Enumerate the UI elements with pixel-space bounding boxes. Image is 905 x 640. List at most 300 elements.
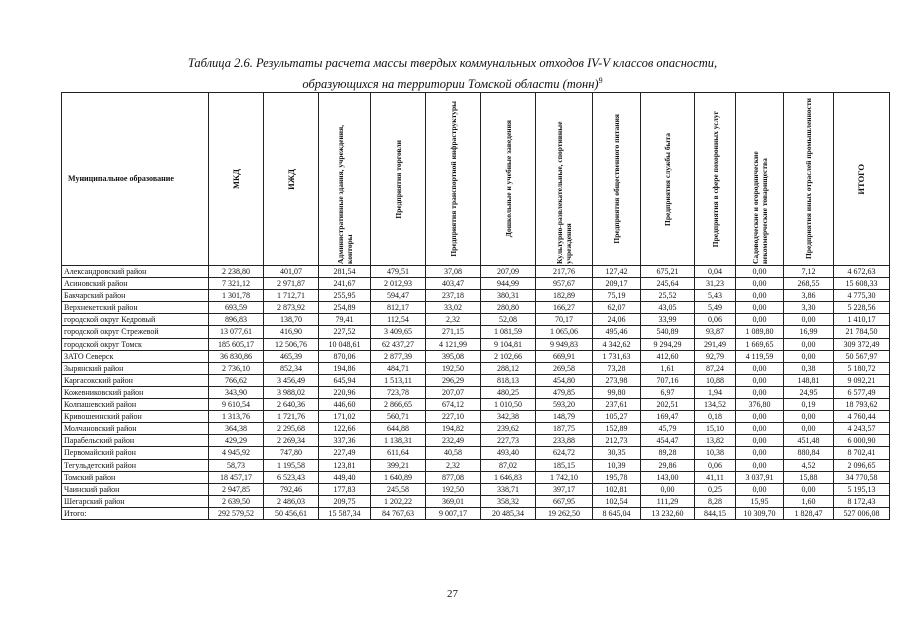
table-cell: 194,86 bbox=[319, 362, 371, 374]
table-cell: 495,46 bbox=[593, 326, 641, 338]
table-cell: 792,46 bbox=[264, 483, 319, 495]
municipality-name: Верхнекетский район bbox=[62, 302, 209, 314]
table-cell: 376,80 bbox=[736, 399, 784, 411]
table-cell: 9 949,83 bbox=[536, 338, 593, 350]
table-cell: 1,94 bbox=[695, 386, 736, 398]
table-cell: 6,97 bbox=[641, 386, 695, 398]
table-row bbox=[62, 411, 890, 423]
header-municipality: Муниципальное образование bbox=[62, 93, 209, 266]
header-transport: Предприятия транспортной инфраструктуры bbox=[426, 93, 481, 266]
table-cell: 0,00 bbox=[736, 278, 784, 290]
table-cell: 37,08 bbox=[426, 266, 481, 278]
table-cell: 0,00 bbox=[784, 411, 834, 423]
table-cell: 3,86 bbox=[784, 290, 834, 302]
table-cell: 41,11 bbox=[695, 471, 736, 483]
table-cell: 19 262,50 bbox=[536, 507, 593, 519]
table-cell: 122,66 bbox=[319, 423, 371, 435]
table-cell: 2 096,65 bbox=[834, 459, 890, 471]
table-cell: 268,55 bbox=[784, 278, 834, 290]
table-cell: 9 092,21 bbox=[834, 374, 890, 386]
table-cell: 0,06 bbox=[695, 314, 736, 326]
table-row bbox=[62, 386, 890, 398]
header-row bbox=[62, 93, 890, 266]
table-cell: 2 971,87 bbox=[264, 278, 319, 290]
table-cell: 16,99 bbox=[784, 326, 834, 338]
table-cell: 412,60 bbox=[641, 350, 695, 362]
table-cell: 0,00 bbox=[784, 314, 834, 326]
table-cell: 207,07 bbox=[426, 386, 481, 398]
table-cell: 10,38 bbox=[695, 447, 736, 459]
table-cell: 944,99 bbox=[481, 278, 536, 290]
table-cell: 2 269,34 bbox=[264, 435, 319, 447]
table-cell: 43,05 bbox=[641, 302, 695, 314]
table-cell: 195,78 bbox=[593, 471, 641, 483]
table-cell: 0,19 bbox=[784, 399, 834, 411]
municipality-name: ЗАТО Северск bbox=[62, 350, 209, 362]
table-cell: 465,39 bbox=[264, 350, 319, 362]
table-row bbox=[62, 471, 890, 483]
table-cell: 403,47 bbox=[426, 278, 481, 290]
table-cell: 611,64 bbox=[371, 447, 426, 459]
table-cell: 13 077,61 bbox=[209, 326, 264, 338]
table-cell: 747,80 bbox=[264, 447, 319, 459]
table-cell: 1 640,89 bbox=[371, 471, 426, 483]
table-cell: 227,73 bbox=[481, 435, 536, 447]
table-row bbox=[62, 459, 890, 471]
total-row bbox=[62, 507, 890, 519]
table-cell: 5,43 bbox=[695, 290, 736, 302]
table-cell: 52,08 bbox=[481, 314, 536, 326]
table-cell: 9 104,81 bbox=[481, 338, 536, 350]
municipality-name: Асиновский район bbox=[62, 278, 209, 290]
table-cell: 127,42 bbox=[593, 266, 641, 278]
table-cell: 194,82 bbox=[426, 423, 481, 435]
table-cell: 13 232,60 bbox=[641, 507, 695, 519]
table-cell: 454,80 bbox=[536, 374, 593, 386]
table-cell: 1 731,63 bbox=[593, 350, 641, 362]
municipality-name: Чаинский район bbox=[62, 483, 209, 495]
table-cell: 2 736,10 bbox=[209, 362, 264, 374]
caption-line-2 bbox=[0, 72, 905, 93]
table-cell: 171,02 bbox=[319, 411, 371, 423]
municipality-name: Каргасокский район bbox=[62, 374, 209, 386]
table-row bbox=[62, 447, 890, 459]
table-cell: 271,15 bbox=[426, 326, 481, 338]
table-cell: 6 000,90 bbox=[834, 435, 890, 447]
table-cell: 395,08 bbox=[426, 350, 481, 362]
table-cell: 1 646,83 bbox=[481, 471, 536, 483]
table-cell: 87,24 bbox=[695, 362, 736, 374]
table-cell: 187,75 bbox=[536, 423, 593, 435]
table-cell: 877,08 bbox=[426, 471, 481, 483]
table-cell: 99,80 bbox=[593, 386, 641, 398]
header-mkd: МКД bbox=[209, 93, 264, 266]
municipality-name: Бакчарский район bbox=[62, 290, 209, 302]
table-cell: 2,32 bbox=[426, 314, 481, 326]
table-cell: 480,25 bbox=[481, 386, 536, 398]
table-cell: 2 877,39 bbox=[371, 350, 426, 362]
table-cell: 8 702,41 bbox=[834, 447, 890, 459]
table-cell: 4 121,99 bbox=[426, 338, 481, 350]
table-cell: 25,52 bbox=[641, 290, 695, 302]
table-cell: 102,54 bbox=[593, 495, 641, 507]
table-cell: 9 007,17 bbox=[426, 507, 481, 519]
municipality-name: Первомайский район bbox=[62, 447, 209, 459]
table-cell: 0,00 bbox=[736, 386, 784, 398]
waste-mass-table bbox=[61, 92, 890, 520]
table-cell: 1,61 bbox=[641, 362, 695, 374]
header-culture: Культурно-развлекательные, спортивные учреждения bbox=[536, 93, 593, 266]
table-cell: 844,15 bbox=[695, 507, 736, 519]
municipality-name: Зырянский район bbox=[62, 362, 209, 374]
table-cell: 7,12 bbox=[784, 266, 834, 278]
table-cell: 192,50 bbox=[426, 362, 481, 374]
table-cell: 209,75 bbox=[319, 495, 371, 507]
table-cell: 182,89 bbox=[536, 290, 593, 302]
table-cell: 669,91 bbox=[536, 350, 593, 362]
table-cell: 693,59 bbox=[209, 302, 264, 314]
table-cell: 20 485,34 bbox=[481, 507, 536, 519]
table-cell: 0,00 bbox=[641, 483, 695, 495]
header-admin: Административные здания, учреждения, конторы bbox=[319, 93, 371, 266]
table-cell: 3 409,65 bbox=[371, 326, 426, 338]
municipality-name: городской округ Томск bbox=[62, 338, 209, 350]
table-cell: 12 506,76 bbox=[264, 338, 319, 350]
table-cell: 3 037,91 bbox=[736, 471, 784, 483]
table-caption bbox=[0, 55, 905, 93]
municipality-name: Кривошеинский район bbox=[62, 411, 209, 423]
table-cell: 1 081,59 bbox=[481, 326, 536, 338]
table-cell: 13,82 bbox=[695, 435, 736, 447]
table-cell: 269,58 bbox=[536, 362, 593, 374]
table-cell: 87,02 bbox=[481, 459, 536, 471]
table-cell: 15,88 bbox=[784, 471, 834, 483]
table-cell: 233,88 bbox=[536, 435, 593, 447]
table-cell: 4 945,92 bbox=[209, 447, 264, 459]
table-cell: 0,00 bbox=[736, 302, 784, 314]
table-cell: 0,00 bbox=[736, 435, 784, 447]
table-cell: 446,60 bbox=[319, 399, 371, 411]
table-cell: 73,28 bbox=[593, 362, 641, 374]
table-cell: 454,47 bbox=[641, 435, 695, 447]
table-cell: 766,62 bbox=[209, 374, 264, 386]
table-cell: 3 988,02 bbox=[264, 386, 319, 398]
table-cell: 254,89 bbox=[319, 302, 371, 314]
table-cell: 227,49 bbox=[319, 447, 371, 459]
table-row bbox=[62, 290, 890, 302]
municipality-name: Колпашевский район bbox=[62, 399, 209, 411]
table-cell: 540,89 bbox=[641, 326, 695, 338]
table-cell: 645,94 bbox=[319, 374, 371, 386]
table-cell: 280,80 bbox=[481, 302, 536, 314]
table-cell: 123,81 bbox=[319, 459, 371, 471]
table-cell: 237,18 bbox=[426, 290, 481, 302]
table-cell: 143,00 bbox=[641, 471, 695, 483]
table-cell: 255,95 bbox=[319, 290, 371, 302]
table-cell: 148,79 bbox=[536, 411, 593, 423]
table-cell: 148,81 bbox=[784, 374, 834, 386]
table-cell: 8 645,04 bbox=[593, 507, 641, 519]
table-cell: 24,06 bbox=[593, 314, 641, 326]
table-row bbox=[62, 350, 890, 362]
table-cell: 202,51 bbox=[641, 399, 695, 411]
municipality-name: Молчановский район bbox=[62, 423, 209, 435]
table-cell: 21 784,50 bbox=[834, 326, 890, 338]
municipality-name: Томский район bbox=[62, 471, 209, 483]
table-cell: 2 102,66 bbox=[481, 350, 536, 362]
table-body bbox=[62, 266, 890, 520]
table-cell: 7 321,12 bbox=[209, 278, 264, 290]
table-cell: 674,12 bbox=[426, 399, 481, 411]
table-cell: 138,70 bbox=[264, 314, 319, 326]
table-cell: 15 587,34 bbox=[319, 507, 371, 519]
table-cell: 4 342,62 bbox=[593, 338, 641, 350]
table-row bbox=[62, 338, 890, 350]
table-row bbox=[62, 399, 890, 411]
table-cell: 380,31 bbox=[481, 290, 536, 302]
table-cell: 812,17 bbox=[371, 302, 426, 314]
table-cell: 309 372,49 bbox=[834, 338, 890, 350]
table-cell: 50 567,97 bbox=[834, 350, 890, 362]
table-cell: 292 579,52 bbox=[209, 507, 264, 519]
table-cell: 1 828,47 bbox=[784, 507, 834, 519]
table-cell: 5 180,72 bbox=[834, 362, 890, 374]
header-catering: Предприятия общественного питания bbox=[593, 93, 641, 266]
table-row bbox=[62, 302, 890, 314]
table-cell: 92,79 bbox=[695, 350, 736, 362]
municipality-name: Кожевниковский район bbox=[62, 386, 209, 398]
caption-line-2-text: образующихся на территории Томской области (тонн) bbox=[302, 77, 599, 92]
table-cell: 75,19 bbox=[593, 290, 641, 302]
table-cell: 15 608,33 bbox=[834, 278, 890, 290]
table-cell: 45,79 bbox=[641, 423, 695, 435]
table-cell: 0,25 bbox=[695, 483, 736, 495]
table-cell: 3 456,49 bbox=[264, 374, 319, 386]
table-row bbox=[62, 374, 890, 386]
table-cell: 237,61 bbox=[593, 399, 641, 411]
table-cell: 1,60 bbox=[784, 495, 834, 507]
municipality-name: Шегарский район bbox=[62, 495, 209, 507]
table-row bbox=[62, 314, 890, 326]
municipality-name: Александровский район bbox=[62, 266, 209, 278]
table-cell: 1 669,65 bbox=[736, 338, 784, 350]
table-cell: 185,15 bbox=[536, 459, 593, 471]
table-cell: 5,49 bbox=[695, 302, 736, 314]
table-cell: 342,38 bbox=[481, 411, 536, 423]
table-cell: 34 770,58 bbox=[834, 471, 890, 483]
table-cell: 594,47 bbox=[371, 290, 426, 302]
table-cell: 2 640,36 bbox=[264, 399, 319, 411]
table-cell: 1 089,80 bbox=[736, 326, 784, 338]
table-cell: 281,54 bbox=[319, 266, 371, 278]
table-cell: 207,09 bbox=[481, 266, 536, 278]
table-cell: 18 457,17 bbox=[209, 471, 264, 483]
table-cell: 245,64 bbox=[641, 278, 695, 290]
table-cell: 479,51 bbox=[371, 266, 426, 278]
table-cell: 0,00 bbox=[736, 459, 784, 471]
table-cell: 62,07 bbox=[593, 302, 641, 314]
table-cell: 3,30 bbox=[784, 302, 834, 314]
table-cell: 84 767,63 bbox=[371, 507, 426, 519]
table-cell: 1 712,71 bbox=[264, 290, 319, 302]
table-cell: 232,49 bbox=[426, 435, 481, 447]
table-cell: 818,13 bbox=[481, 374, 536, 386]
table-cell: 0,00 bbox=[736, 290, 784, 302]
table-cell: 723,78 bbox=[371, 386, 426, 398]
header-industry: Предприятия иных отраслей промышленности bbox=[784, 93, 834, 266]
table-cell: 870,06 bbox=[319, 350, 371, 362]
table-cell: 1 313,76 bbox=[209, 411, 264, 423]
table-cell: 0,00 bbox=[736, 374, 784, 386]
table-row bbox=[62, 326, 890, 338]
table-cell: 2 486,03 bbox=[264, 495, 319, 507]
table-cell: 5 195,13 bbox=[834, 483, 890, 495]
table-cell: 2 866,65 bbox=[371, 399, 426, 411]
header-services: Предприятия службы быта bbox=[641, 93, 695, 266]
header-gardening: Садоводческие и огороднические некоммерческие товарищества bbox=[736, 93, 784, 266]
table-cell: 31,23 bbox=[695, 278, 736, 290]
table-cell: 343,90 bbox=[209, 386, 264, 398]
table-cell: 296,29 bbox=[426, 374, 481, 386]
table-cell: 707,16 bbox=[641, 374, 695, 386]
table-cell: 10 048,61 bbox=[319, 338, 371, 350]
table-cell: 111,29 bbox=[641, 495, 695, 507]
table-cell: 1 301,78 bbox=[209, 290, 264, 302]
table-cell: 245,58 bbox=[371, 483, 426, 495]
table-row bbox=[62, 266, 890, 278]
table-cell: 10,88 bbox=[695, 374, 736, 386]
table-cell: 18 793,62 bbox=[834, 399, 890, 411]
header-funeral: Предприятия в сфере похоронных услуг bbox=[695, 93, 736, 266]
table-cell: 2 873,92 bbox=[264, 302, 319, 314]
table-cell: 30,35 bbox=[593, 447, 641, 459]
table-cell: 15,95 bbox=[736, 495, 784, 507]
table-cell: 957,67 bbox=[536, 278, 593, 290]
table-cell: 1 195,58 bbox=[264, 459, 319, 471]
municipality-name: Тегульдетский район bbox=[62, 459, 209, 471]
table-cell: 397,17 bbox=[536, 483, 593, 495]
table-cell: 4 243,57 bbox=[834, 423, 890, 435]
table-cell: 644,88 bbox=[371, 423, 426, 435]
table-cell: 667,95 bbox=[536, 495, 593, 507]
table-cell: 560,71 bbox=[371, 411, 426, 423]
table-cell: 212,73 bbox=[593, 435, 641, 447]
table-cell: 0,00 bbox=[784, 338, 834, 350]
table-cell: 58,73 bbox=[209, 459, 264, 471]
table-cell: 0,00 bbox=[736, 423, 784, 435]
table-cell: 29,86 bbox=[641, 459, 695, 471]
table-cell: 40,58 bbox=[426, 447, 481, 459]
table-row bbox=[62, 483, 890, 495]
header-education: Дошкольные и учебные заведения bbox=[481, 93, 536, 266]
table-cell: 239,62 bbox=[481, 423, 536, 435]
table-cell: 33,02 bbox=[426, 302, 481, 314]
table-cell: 24,95 bbox=[784, 386, 834, 398]
table-cell: 2,32 bbox=[426, 459, 481, 471]
table-cell: 0,04 bbox=[695, 266, 736, 278]
footnote-mark: 9 bbox=[598, 76, 603, 85]
table-cell: 9 294,29 bbox=[641, 338, 695, 350]
table-cell: 134,52 bbox=[695, 399, 736, 411]
table-cell: 105,27 bbox=[593, 411, 641, 423]
table-cell: 5 228,56 bbox=[834, 302, 890, 314]
table-cell: 2 947,85 bbox=[209, 483, 264, 495]
table-cell: 112,54 bbox=[371, 314, 426, 326]
table-cell: 15,10 bbox=[695, 423, 736, 435]
table-cell: 102,81 bbox=[593, 483, 641, 495]
table-cell: 0,00 bbox=[784, 350, 834, 362]
table-cell: 0,06 bbox=[695, 459, 736, 471]
table-cell: 358,32 bbox=[481, 495, 536, 507]
table-cell: 0,00 bbox=[784, 483, 834, 495]
table-cell: 852,34 bbox=[264, 362, 319, 374]
table-cell: 169,47 bbox=[641, 411, 695, 423]
table-cell: 0,18 bbox=[695, 411, 736, 423]
table-cell: 1 742,10 bbox=[536, 471, 593, 483]
table-cell: 0,00 bbox=[736, 411, 784, 423]
table-cell: 241,67 bbox=[319, 278, 371, 290]
table-cell: 70,17 bbox=[536, 314, 593, 326]
table-cell: 479,85 bbox=[536, 386, 593, 398]
table-cell: 0,00 bbox=[736, 314, 784, 326]
table-cell: 493,40 bbox=[481, 447, 536, 459]
table-row bbox=[62, 495, 890, 507]
table-cell: 10,39 bbox=[593, 459, 641, 471]
table-cell: 1 513,11 bbox=[371, 374, 426, 386]
table-cell: 185 605,17 bbox=[209, 338, 264, 350]
table-cell: 273,98 bbox=[593, 374, 641, 386]
table-cell: 1 410,17 bbox=[834, 314, 890, 326]
table-cell: 4 119,59 bbox=[736, 350, 784, 362]
table-cell: 4 775,30 bbox=[834, 290, 890, 302]
table-cell: 1 138,31 bbox=[371, 435, 426, 447]
table-row bbox=[62, 362, 890, 374]
table-cell: 337,36 bbox=[319, 435, 371, 447]
table-cell: 227,52 bbox=[319, 326, 371, 338]
table-cell: 2 295,68 bbox=[264, 423, 319, 435]
header-total: ИТОГО bbox=[834, 93, 890, 266]
table-cell: 1 010,50 bbox=[481, 399, 536, 411]
table-cell: 192,50 bbox=[426, 483, 481, 495]
table-cell: 0,38 bbox=[784, 362, 834, 374]
table-cell: 50 456,61 bbox=[264, 507, 319, 519]
table-cell: 33,99 bbox=[641, 314, 695, 326]
caption-line-1: Таблица 2.6. Результаты расчета массы твердых коммунальных отходов IV-V классов опасности, bbox=[187, 56, 718, 70]
table-cell: 8,28 bbox=[695, 495, 736, 507]
table-cell: 338,71 bbox=[481, 483, 536, 495]
table-cell: 4 760,44 bbox=[834, 411, 890, 423]
table-row bbox=[62, 423, 890, 435]
table-cell: 4,52 bbox=[784, 459, 834, 471]
table-cell: 152,89 bbox=[593, 423, 641, 435]
table-cell: 593,20 bbox=[536, 399, 593, 411]
page-number: 27 bbox=[447, 588, 458, 600]
table-cell: 6 577,49 bbox=[834, 386, 890, 398]
table-cell: 227,10 bbox=[426, 411, 481, 423]
table-cell: 0,00 bbox=[736, 266, 784, 278]
table-cell: 429,29 bbox=[209, 435, 264, 447]
table-cell: 880,84 bbox=[784, 447, 834, 459]
table-cell: 6 523,43 bbox=[264, 471, 319, 483]
table-cell: 2 639,50 bbox=[209, 495, 264, 507]
table-cell: 288,12 bbox=[481, 362, 536, 374]
table-cell: 484,71 bbox=[371, 362, 426, 374]
table-cell: 0,00 bbox=[736, 362, 784, 374]
table-cell: 209,17 bbox=[593, 278, 641, 290]
header-trade: Предприятия торговли bbox=[371, 93, 426, 266]
municipality-name: городской округ Кедровый bbox=[62, 314, 209, 326]
table-cell: 10 309,70 bbox=[736, 507, 784, 519]
